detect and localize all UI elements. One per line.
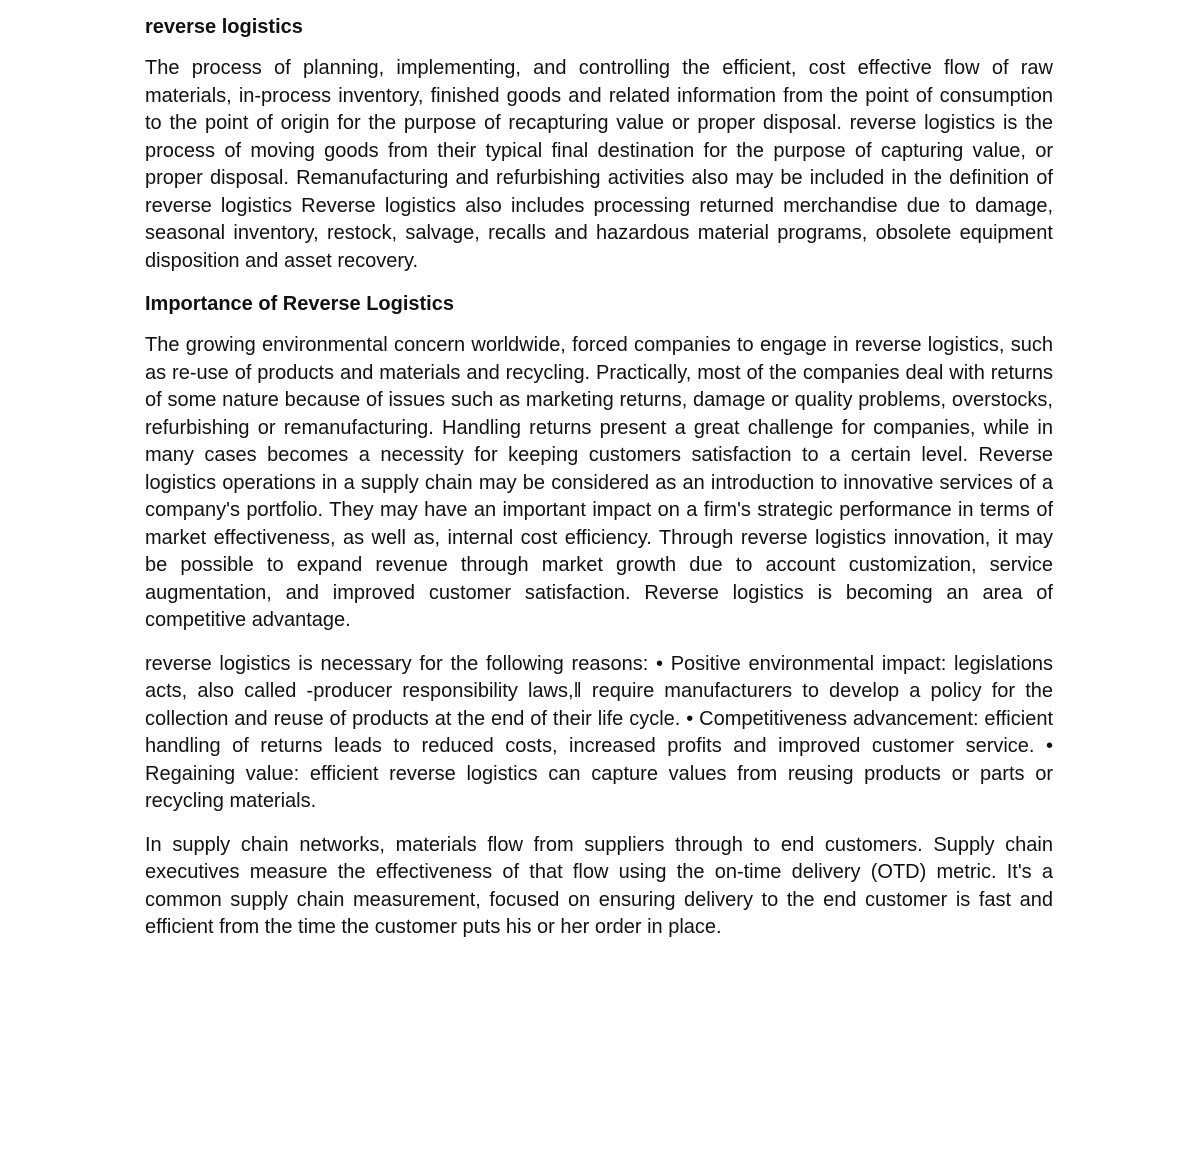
paragraph-reasons: reverse logistics is necessary for the following reasons: • Positive environmental impact: legislations acts, also called -producer responsibility laws,‖ require manufacturers to develop a policy for the collection and reuse of products at the end of their life cycle. • Competitiveness advancement: efficient handling of returns leads to reduced costs, increased profits and improved customer service. • Regaining value: efficient reverse logistics can capture values from reusing products or parts or recycling materials. xyxy=(145,652,1053,812)
section-heading-importance: Importance of Reverse Logistics xyxy=(145,293,454,315)
paragraph-supply-chain: In supply chain networks, materials flow from suppliers through to end customers. Supply chain executives measure the effectiveness of that flow using the on-time delivery (OTD) metric. It's a common supply chain measurement, focused on ensuring delivery to the end customer is fast and efficient from the time the customer puts his or her order in place. xyxy=(145,833,1053,938)
document-page xyxy=(145,12,1053,942)
paragraph-definition: The process of planning, implementing, and controlling the efficient, cost effective flow of raw materials, in-process inventory, finished goods and related information from the point of consumption to the point of origin for the purpose of recapturing value or proper disposal. reverse logistics is the process of moving goods from their typical final destination for the purpose of capturing value, or proper disposal. Remanufacturing and refurbishing activities also may be included in the definition of reverse logistics Reverse logistics also includes processing returned merchandise due to damage, seasonal inventory, restock, salvage, recalls and hazardous material programs, obsolete equipment disposition and asset recovery. xyxy=(145,57,1053,272)
section-heading-reverse-logistics: reverse logistics xyxy=(145,16,303,38)
paragraph-importance: The growing environmental concern worldwide, forced companies to engage in reverse logistics, such as re-use of products and materials and recycling. Practically, most of the companies deal with returns of some nature because of issues such as marketing returns, damage or quality problems, overstocks, refurbishing or remanufacturing. Handling returns present a great challenge for companies, while in many cases becomes a necessity for keeping customers satisfaction to a certain level. Reverse logistics operations in a supply chain may be considered as an introduction to innovative services of a company's portfolio. They may have an important impact on a firm's strategic performance in terms of market effectiveness, as well as, internal cost efficiency. Through reverse logistics innovation, it may be possible to expand revenue through market growth due to account customization, service augmentation, and improved customer satisfaction. Reverse logistics is becoming an area of competitive advantage. xyxy=(145,334,1053,631)
